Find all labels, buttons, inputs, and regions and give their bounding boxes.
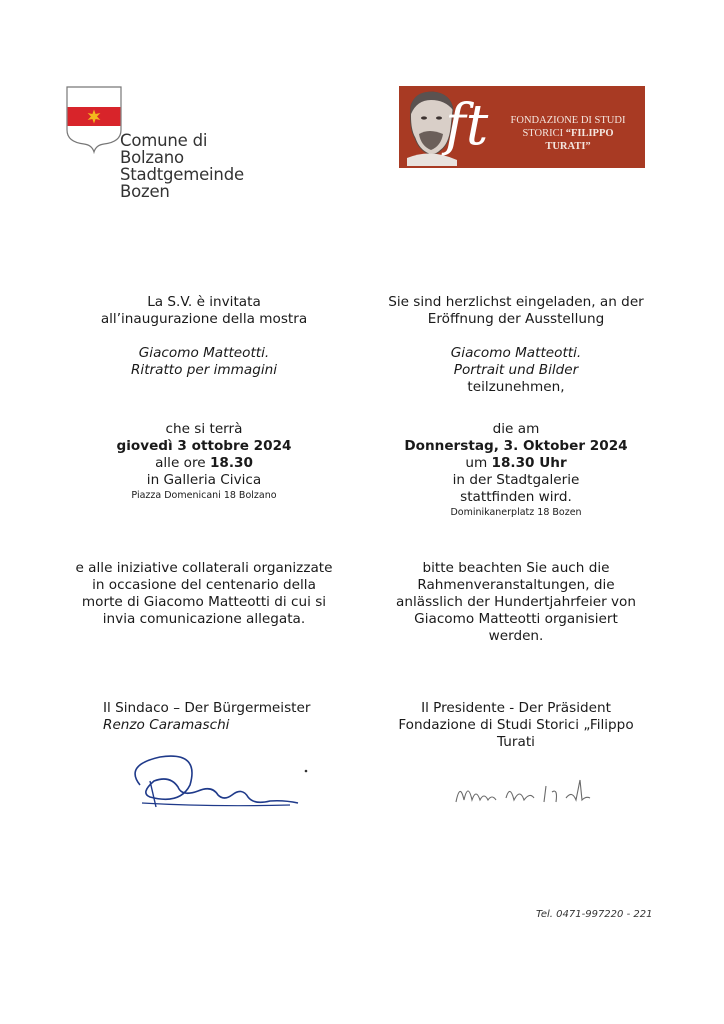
german-venue-line2: stattfinden wird. bbox=[460, 489, 572, 505]
fondazione-name-line1: FONDAZIONE DI STUDI bbox=[510, 115, 626, 126]
italian-time: 18.30 bbox=[209, 455, 253, 471]
german-date: Donnerstag, 3. Oktober 2024 bbox=[404, 438, 628, 454]
exhibition-title-line: Giacomo Matteotti. bbox=[450, 345, 582, 361]
exhibition-title-line: Ritratto per immagini bbox=[130, 362, 278, 378]
italian-date: giovedì 3 ottobre 2024 bbox=[116, 438, 292, 454]
mayor-signature bbox=[120, 745, 310, 815]
paragraph-line: Rahmenveranstaltungen, die bbox=[417, 577, 615, 593]
german-venue: in der Stadtgalerie bbox=[452, 472, 580, 488]
italian-column bbox=[56, 0, 352, 1024]
comune-name-italian: Comune di Bolzano bbox=[120, 131, 208, 167]
german-participate: teilzunehmen, bbox=[467, 379, 565, 395]
italian-address: Piazza Domenicani 18 Bolzano bbox=[131, 490, 277, 501]
paragraph-line: e alle iniziative collaterali organizzate bbox=[75, 560, 333, 576]
paragraph-line: Giacomo Matteotti organisiert bbox=[414, 611, 618, 627]
paragraph-line: werden. bbox=[488, 628, 544, 644]
italian-time-prefix: alle ore bbox=[155, 455, 210, 471]
german-address: Dominikanerplatz 18 Bozen bbox=[450, 507, 582, 518]
german-time: 18.30 Uhr bbox=[491, 455, 567, 471]
comune-name-german: Stadtgemeinde Bozen bbox=[120, 165, 244, 201]
mayor-role: Il Sindaco – Der Bürgermeister bbox=[103, 700, 311, 716]
paragraph-line: invia comunicazione allegata. bbox=[102, 611, 306, 627]
president-org-line: Turati bbox=[497, 734, 535, 750]
german-when-intro: die am bbox=[492, 421, 540, 437]
italian-intro bbox=[56, 294, 352, 328]
italian-intro-line: La S.V. è invitata bbox=[147, 294, 261, 310]
german-time-line bbox=[366, 455, 666, 472]
mayor-name: Renzo Caramaschi bbox=[103, 717, 230, 733]
italian-venue: in Galleria Civica bbox=[146, 472, 262, 488]
mayor-signature-block bbox=[103, 700, 310, 734]
president-org-line: Fondazione di Studi Storici „Filippo bbox=[398, 717, 634, 733]
exhibition-title-line: Portrait und Bilder bbox=[453, 362, 579, 378]
exhibition-title-line: Giacomo Matteotti. bbox=[138, 345, 270, 361]
german-intro-line: Sie sind herzlichst eingeladen, an der bbox=[388, 294, 644, 310]
telephone-number: Tel. 0471-997220 - 221 bbox=[536, 909, 653, 920]
german-intro bbox=[366, 294, 666, 328]
paragraph-line: bitte beachten Sie auch die bbox=[422, 560, 610, 576]
italian-intro-line: all’inaugurazione della mostra bbox=[100, 311, 308, 327]
paragraph-line: morte di Giacomo Matteotti di cui si bbox=[81, 594, 327, 610]
paragraph-line: in occasione del centenario della bbox=[92, 577, 316, 593]
paragraph-line: anlässlich der Hundertjahrfeier von bbox=[396, 594, 636, 610]
german-time-prefix: um bbox=[465, 455, 492, 471]
president-signature-block bbox=[366, 700, 666, 751]
president-role: Il Presidente - Der Präsident bbox=[421, 700, 611, 716]
fondazione-name-prefix: STORICI bbox=[522, 128, 566, 139]
german-intro-line: Eröffnung der Ausstellung bbox=[427, 311, 605, 327]
german-details bbox=[366, 421, 666, 519]
italian-time-line bbox=[56, 455, 352, 472]
german-paragraph bbox=[366, 560, 666, 645]
german-column bbox=[366, 0, 666, 1024]
italian-exhibition-title bbox=[56, 345, 352, 379]
italian-paragraph bbox=[56, 560, 352, 628]
german-exhibition-title bbox=[366, 345, 666, 396]
president-signature bbox=[450, 772, 610, 812]
italian-details bbox=[56, 421, 352, 502]
ft-initials: ft bbox=[445, 93, 489, 158]
fondazione-name-bold: “FILIPPO TURATI” bbox=[545, 128, 614, 152]
italian-when-intro: che si terrà bbox=[165, 421, 243, 437]
